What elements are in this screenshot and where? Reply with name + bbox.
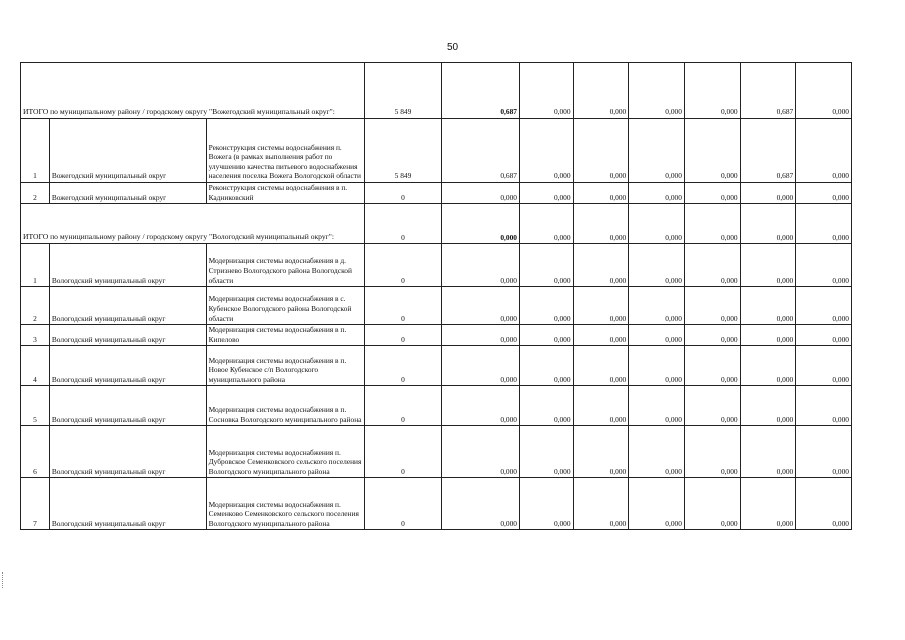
value-cell: 0,000 [629,119,685,183]
row-number: 7 [21,478,50,530]
value-cell: 0,000 [573,119,629,183]
object-cell: Модернизация системы водоснабжения п. Семенково Семенковского сельского поселения Вологодского муниципального района [206,478,365,530]
value-cell: 0,000 [684,63,740,119]
row-number: 3 [21,325,50,346]
value-cell: 0,000 [441,183,519,204]
value-cell: 0,000 [796,426,852,478]
value-cell: 0,687 [740,63,796,119]
row-number: 6 [21,426,50,478]
total-label: ИТОГО по муниципальному району / городскому округу "Вологодский муниципальный округ": [21,204,365,244]
district-cell: Вологодский муниципальный округ [49,325,206,346]
value-cell: 0,000 [684,204,740,244]
value-cell: 0,000 [573,244,629,287]
value-cell: 0,000 [796,478,852,530]
value-cell: 0,000 [441,386,519,426]
value-cell: 0 [365,204,441,244]
table-row [21,346,852,386]
value-cell: 0,000 [684,287,740,325]
value-cell: 0,000 [573,386,629,426]
scan-edge-mark [2,572,5,588]
value-cell: 0,000 [519,478,573,530]
value-cell: 0,000 [629,386,685,426]
value-cell: 0,000 [629,325,685,346]
value-cell: 0,000 [740,204,796,244]
value-cell: 0,000 [573,183,629,204]
value-cell: 0,000 [684,119,740,183]
value-cell: 0,000 [796,386,852,426]
value-cell: 0,000 [629,244,685,287]
value-cell: 0,000 [796,346,852,386]
page-number: 50 [446,42,459,53]
value-cell: 0,000 [684,478,740,530]
value-cell: 0,687 [441,63,519,119]
value-cell: 0,000 [740,386,796,426]
value-cell: 0,000 [740,325,796,346]
value-cell: 0,000 [740,183,796,204]
value-cell: 0,687 [740,119,796,183]
value-cell: 0,000 [740,287,796,325]
value-cell: 0,000 [441,244,519,287]
district-cell: Вологодский муниципальный округ [49,346,206,386]
row-number: 2 [21,287,50,325]
table-row [21,325,852,346]
table-row [21,244,852,287]
value-cell: 0 [365,244,441,287]
value-cell: 0 [365,478,441,530]
total-row [21,63,852,119]
value-cell: 0,000 [629,346,685,386]
value-cell: 0 [365,287,441,325]
value-cell: 0,000 [441,325,519,346]
row-number: 2 [21,183,50,204]
value-cell: 0,000 [519,204,573,244]
value-cell: 0,000 [573,63,629,119]
value-cell: 0,000 [441,346,519,386]
table-row [21,478,852,530]
table-row [21,183,852,204]
value-cell: 0,000 [519,325,573,346]
value-cell: 0,687 [441,119,519,183]
value-cell: 0,000 [796,204,852,244]
district-cell: Вологодский муниципальный округ [49,426,206,478]
value-cell: 0,000 [740,426,796,478]
value-cell: 5 849 [365,119,441,183]
value-cell: 0,000 [519,287,573,325]
value-cell: 0,000 [796,244,852,287]
table-row [21,386,852,426]
value-cell: 0,000 [519,244,573,287]
district-cell: Вологодский муниципальный округ [49,386,206,426]
value-cell: 0,000 [519,119,573,183]
value-cell: 0,000 [629,426,685,478]
value-cell: 0,000 [519,346,573,386]
value-cell: 0,000 [740,244,796,287]
value-cell: 0,000 [519,386,573,426]
data-table [20,62,852,530]
value-cell: 0,000 [629,204,685,244]
total-label: ИТОГО по муниципальному району / городскому округу "Вожегодский муниципальный округ": [21,63,365,119]
value-cell: 0,000 [441,287,519,325]
value-cell: 0,000 [573,287,629,325]
value-cell: 0,000 [573,325,629,346]
value-cell: 0,000 [519,183,573,204]
value-cell: 0,000 [684,325,740,346]
value-cell: 0,000 [629,183,685,204]
table-row [21,287,852,325]
value-cell: 0,000 [573,426,629,478]
object-cell: Модернизация системы водоснабжения в д. Стризнево Вологодского района Вологодской области [206,244,365,287]
object-cell: Модернизация системы водоснабжения п. Дубровское Семенковского сельского поселения Вологодского муниципального района [206,426,365,478]
value-cell: 0,000 [796,287,852,325]
value-cell: 0,000 [441,426,519,478]
value-cell: 0,000 [629,63,685,119]
row-number: 5 [21,386,50,426]
object-cell: Реконструкция системы водоснабжения в п. Кадниковский [206,183,365,204]
object-cell: Реконструкция системы водоснабжения п. Вожега (в рамках выполнения работ по улучшению качества питьевого водоснабжения населения поселка Вожега Вологодской области [206,119,365,183]
table-row [21,426,852,478]
value-cell: 0,000 [740,478,796,530]
row-number: 1 [21,244,50,287]
value-cell: 0,000 [573,204,629,244]
table-body [21,63,852,530]
value-cell: 0,000 [684,244,740,287]
value-cell: 0,000 [796,63,852,119]
row-number: 4 [21,346,50,386]
object-cell: Модернизация системы водоснабжения в с. Кубенское Вологодского района Вологодской области [206,287,365,325]
table-row [21,119,852,183]
row-number: 1 [21,119,50,183]
total-row [21,204,852,244]
value-cell: 0,000 [629,287,685,325]
value-cell: 0,000 [573,478,629,530]
value-cell: 0,000 [519,63,573,119]
object-cell: Модернизация системы водоснабжения в п. Новое Кубенское с/п Вологодского муниципального района [206,346,365,386]
value-cell: 0,000 [796,325,852,346]
value-cell: 0,000 [684,183,740,204]
value-cell: 0,000 [796,119,852,183]
value-cell: 0 [365,325,441,346]
district-cell: Вожегодский муниципальный округ [49,119,206,183]
value-cell: 0,000 [796,183,852,204]
district-cell: Вологодский муниципальный округ [49,478,206,530]
value-cell: 0,000 [441,478,519,530]
district-cell: Вожегодский муниципальный округ [49,183,206,204]
value-cell: 0,000 [684,386,740,426]
value-cell: 0,000 [441,204,519,244]
value-cell: 0,000 [519,426,573,478]
value-cell: 0 [365,346,441,386]
object-cell: Модернизация системы водоснабжения в п. Кипелово [206,325,365,346]
district-cell: Вологодский муниципальный округ [49,244,206,287]
value-cell: 0 [365,426,441,478]
value-cell: 0,000 [740,346,796,386]
value-cell: 0 [365,386,441,426]
value-cell: 0,000 [684,426,740,478]
value-cell: 0,000 [629,478,685,530]
value-cell: 5 849 [365,63,441,119]
district-cell: Вологодский муниципальный округ [49,287,206,325]
value-cell: 0,000 [573,346,629,386]
object-cell: Модернизация системы водоснабжения в п. Сосновка Вологодского муниципального района [206,386,365,426]
value-cell: 0 [365,183,441,204]
value-cell: 0,000 [684,346,740,386]
